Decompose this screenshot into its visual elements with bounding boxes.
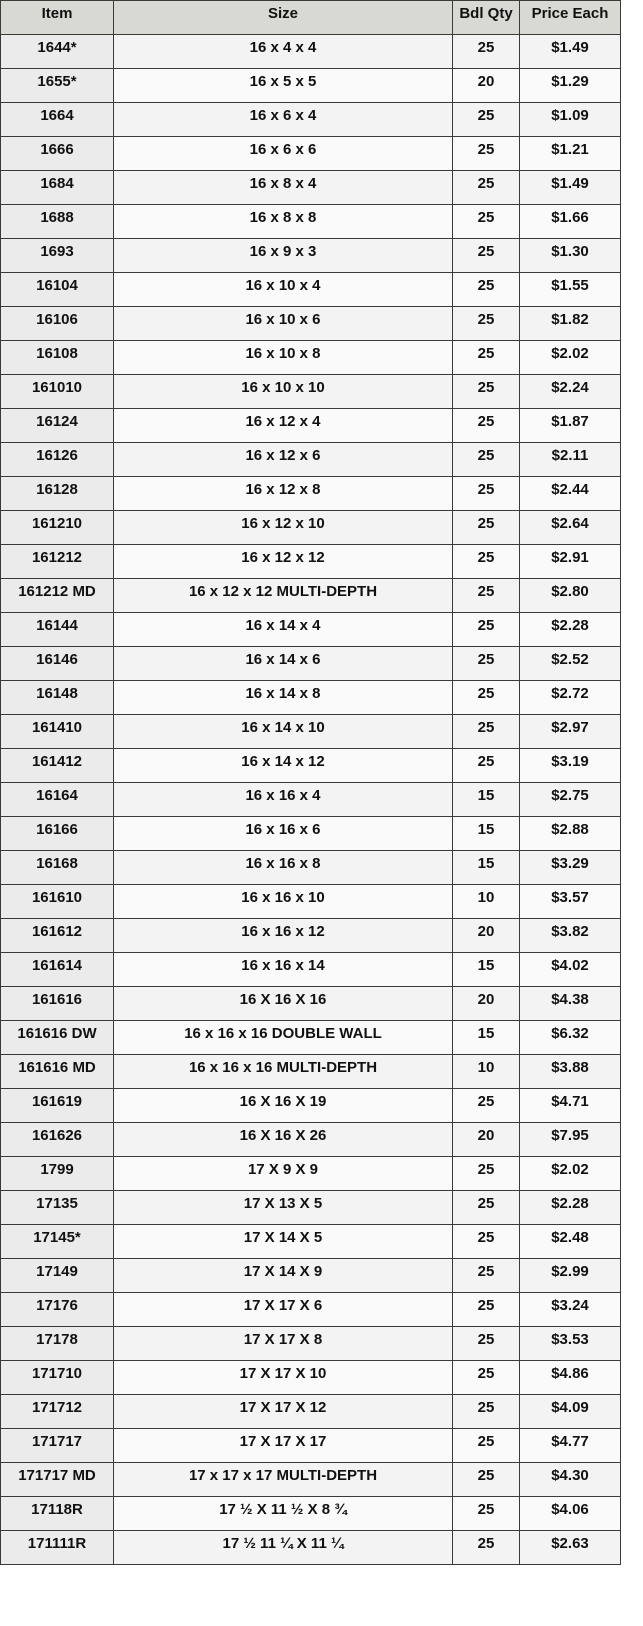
table-row bbox=[1, 443, 621, 477]
item-cell: 171717 bbox=[1, 1429, 114, 1463]
table-row bbox=[1, 1327, 621, 1361]
price-each-cell: $6.32 bbox=[520, 1021, 621, 1055]
price-each-cell: $2.02 bbox=[520, 341, 621, 375]
bdl-qty-cell: 25 bbox=[453, 1463, 520, 1497]
bdl-qty-cell: 20 bbox=[453, 1123, 520, 1157]
bdl-qty-cell: 25 bbox=[453, 715, 520, 749]
table-row bbox=[1, 1225, 621, 1259]
size-cell: 17 x 17 x 17 MULTI-DEPTH bbox=[114, 1463, 453, 1497]
price-each-cell: $4.71 bbox=[520, 1089, 621, 1123]
price-each-cell: $3.53 bbox=[520, 1327, 621, 1361]
price-each-cell: $4.06 bbox=[520, 1497, 621, 1531]
price-each-cell: $2.80 bbox=[520, 579, 621, 613]
bdl-qty-cell: 25 bbox=[453, 171, 520, 205]
price-each-cell: $2.99 bbox=[520, 1259, 621, 1293]
table-row bbox=[1, 341, 621, 375]
bdl-qty-cell: 25 bbox=[453, 239, 520, 273]
table-row bbox=[1, 851, 621, 885]
price-each-cell: $3.88 bbox=[520, 1055, 621, 1089]
size-cell: 16 x 12 x 4 bbox=[114, 409, 453, 443]
size-cell: 16 x 10 x 10 bbox=[114, 375, 453, 409]
table-row bbox=[1, 681, 621, 715]
header-bdl-qty: Bdl Qty bbox=[453, 1, 520, 35]
size-cell: 16 x 14 x 4 bbox=[114, 613, 453, 647]
table-row bbox=[1, 511, 621, 545]
price-each-cell: $1.30 bbox=[520, 239, 621, 273]
bdl-qty-cell: 25 bbox=[453, 341, 520, 375]
bdl-qty-cell: 10 bbox=[453, 1055, 520, 1089]
table-row bbox=[1, 137, 621, 171]
size-cell: 16 x 4 x 4 bbox=[114, 35, 453, 69]
price-each-cell: $2.24 bbox=[520, 375, 621, 409]
item-cell: 171712 bbox=[1, 1395, 114, 1429]
price-each-cell: $1.66 bbox=[520, 205, 621, 239]
size-cell: 16 x 16 x 16 MULTI-DEPTH bbox=[114, 1055, 453, 1089]
item-cell: 16168 bbox=[1, 851, 114, 885]
price-each-cell: $1.09 bbox=[520, 103, 621, 137]
bdl-qty-cell: 25 bbox=[453, 579, 520, 613]
size-cell: 16 X 16 X 19 bbox=[114, 1089, 453, 1123]
item-cell: 1799 bbox=[1, 1157, 114, 1191]
header-price-each: Price Each bbox=[520, 1, 621, 35]
size-cell: 16 x 6 x 4 bbox=[114, 103, 453, 137]
item-cell: 16108 bbox=[1, 341, 114, 375]
table-row bbox=[1, 409, 621, 443]
size-cell: 16 x 12 x 12 bbox=[114, 545, 453, 579]
table-row bbox=[1, 783, 621, 817]
item-cell: 17176 bbox=[1, 1293, 114, 1327]
table-row bbox=[1, 1429, 621, 1463]
bdl-qty-cell: 25 bbox=[453, 1293, 520, 1327]
size-cell: 17 X 9 X 9 bbox=[114, 1157, 453, 1191]
price-each-cell: $2.63 bbox=[520, 1531, 621, 1565]
item-cell: 161616 bbox=[1, 987, 114, 1021]
table-row bbox=[1, 817, 621, 851]
size-cell: 16 x 10 x 4 bbox=[114, 273, 453, 307]
item-cell: 16166 bbox=[1, 817, 114, 851]
item-cell: 161626 bbox=[1, 1123, 114, 1157]
table-row bbox=[1, 885, 621, 919]
item-cell: 161210 bbox=[1, 511, 114, 545]
bdl-qty-cell: 25 bbox=[453, 511, 520, 545]
price-each-cell: $3.82 bbox=[520, 919, 621, 953]
bdl-qty-cell: 25 bbox=[453, 1089, 520, 1123]
bdl-qty-cell: 25 bbox=[453, 477, 520, 511]
table-row bbox=[1, 1123, 621, 1157]
size-cell: 16 x 16 x 8 bbox=[114, 851, 453, 885]
table-row bbox=[1, 1395, 621, 1429]
bdl-qty-cell: 25 bbox=[453, 1157, 520, 1191]
table-row bbox=[1, 1259, 621, 1293]
item-cell: 1666 bbox=[1, 137, 114, 171]
item-cell: 161212 bbox=[1, 545, 114, 579]
price-each-cell: $1.49 bbox=[520, 35, 621, 69]
size-cell: 16 x 12 x 6 bbox=[114, 443, 453, 477]
bdl-qty-cell: 25 bbox=[453, 1259, 520, 1293]
bdl-qty-cell: 20 bbox=[453, 987, 520, 1021]
price-each-cell: $1.55 bbox=[520, 273, 621, 307]
bdl-qty-cell: 25 bbox=[453, 1225, 520, 1259]
price-each-cell: $2.11 bbox=[520, 443, 621, 477]
table-row bbox=[1, 239, 621, 273]
bdl-qty-cell: 25 bbox=[453, 409, 520, 443]
price-each-cell: $2.52 bbox=[520, 647, 621, 681]
bdl-qty-cell: 20 bbox=[453, 919, 520, 953]
bdl-qty-cell: 25 bbox=[453, 647, 520, 681]
size-cell: 16 x 16 x 14 bbox=[114, 953, 453, 987]
size-cell: 16 x 14 x 6 bbox=[114, 647, 453, 681]
table-row bbox=[1, 715, 621, 749]
item-cell: 16128 bbox=[1, 477, 114, 511]
bdl-qty-cell: 25 bbox=[453, 749, 520, 783]
item-cell: 161616 DW bbox=[1, 1021, 114, 1055]
item-cell: 161616 MD bbox=[1, 1055, 114, 1089]
price-each-cell: $2.28 bbox=[520, 1191, 621, 1225]
table-row bbox=[1, 307, 621, 341]
header-item: Item bbox=[1, 1, 114, 35]
item-cell: 17118R bbox=[1, 1497, 114, 1531]
item-cell: 1684 bbox=[1, 171, 114, 205]
size-cell: 17 X 17 X 10 bbox=[114, 1361, 453, 1395]
item-cell: 17145* bbox=[1, 1225, 114, 1259]
price-each-cell: $4.38 bbox=[520, 987, 621, 1021]
bdl-qty-cell: 25 bbox=[453, 375, 520, 409]
table-row bbox=[1, 749, 621, 783]
table-row bbox=[1, 205, 621, 239]
item-cell: 161610 bbox=[1, 885, 114, 919]
bdl-qty-cell: 25 bbox=[453, 1395, 520, 1429]
price-each-cell: $2.75 bbox=[520, 783, 621, 817]
size-cell: 16 x 12 x 10 bbox=[114, 511, 453, 545]
size-cell: 16 X 16 X 16 bbox=[114, 987, 453, 1021]
table-row bbox=[1, 1021, 621, 1055]
table-row bbox=[1, 1089, 621, 1123]
size-cell: 16 x 16 x 4 bbox=[114, 783, 453, 817]
size-cell: 16 x 10 x 8 bbox=[114, 341, 453, 375]
price-each-cell: $1.49 bbox=[520, 171, 621, 205]
table-row bbox=[1, 987, 621, 1021]
bdl-qty-cell: 20 bbox=[453, 69, 520, 103]
price-each-cell: $2.28 bbox=[520, 613, 621, 647]
price-each-cell: $1.82 bbox=[520, 307, 621, 341]
bdl-qty-cell: 25 bbox=[453, 1429, 520, 1463]
table-header bbox=[1, 1, 621, 35]
item-cell: 17149 bbox=[1, 1259, 114, 1293]
price-each-cell: $4.86 bbox=[520, 1361, 621, 1395]
price-each-cell: $1.87 bbox=[520, 409, 621, 443]
item-cell: 17135 bbox=[1, 1191, 114, 1225]
size-cell: 17 X 17 X 17 bbox=[114, 1429, 453, 1463]
size-cell: 16 x 12 x 12 MULTI-DEPTH bbox=[114, 579, 453, 613]
price-each-cell: $3.24 bbox=[520, 1293, 621, 1327]
item-cell: 161614 bbox=[1, 953, 114, 987]
size-cell: 16 X 16 X 26 bbox=[114, 1123, 453, 1157]
table-row bbox=[1, 1191, 621, 1225]
item-cell: 16144 bbox=[1, 613, 114, 647]
item-cell: 16124 bbox=[1, 409, 114, 443]
bdl-qty-cell: 25 bbox=[453, 1497, 520, 1531]
bdl-qty-cell: 25 bbox=[453, 545, 520, 579]
item-cell: 16126 bbox=[1, 443, 114, 477]
item-cell: 1693 bbox=[1, 239, 114, 273]
bdl-qty-cell: 10 bbox=[453, 885, 520, 919]
price-each-cell: $3.57 bbox=[520, 885, 621, 919]
size-cell: 17 ½ X 11 ½ X 8 ¾ bbox=[114, 1497, 453, 1531]
bdl-qty-cell: 25 bbox=[453, 103, 520, 137]
item-cell: 161612 bbox=[1, 919, 114, 953]
bdl-qty-cell: 15 bbox=[453, 817, 520, 851]
size-cell: 16 x 10 x 6 bbox=[114, 307, 453, 341]
bdl-qty-cell: 15 bbox=[453, 953, 520, 987]
item-cell: 161412 bbox=[1, 749, 114, 783]
size-cell: 16 x 16 x 16 DOUBLE WALL bbox=[114, 1021, 453, 1055]
item-cell: 161212 MD bbox=[1, 579, 114, 613]
item-cell: 171111R bbox=[1, 1531, 114, 1565]
price-each-cell: $2.02 bbox=[520, 1157, 621, 1191]
table-row bbox=[1, 477, 621, 511]
size-cell: 17 X 17 X 6 bbox=[114, 1293, 453, 1327]
item-cell: 1644* bbox=[1, 35, 114, 69]
size-cell: 16 x 8 x 8 bbox=[114, 205, 453, 239]
price-each-cell: $3.19 bbox=[520, 749, 621, 783]
item-cell: 171717 MD bbox=[1, 1463, 114, 1497]
item-cell: 171710 bbox=[1, 1361, 114, 1395]
bdl-qty-cell: 25 bbox=[453, 681, 520, 715]
size-cell: 16 x 12 x 8 bbox=[114, 477, 453, 511]
item-cell: 16104 bbox=[1, 273, 114, 307]
item-cell: 16148 bbox=[1, 681, 114, 715]
price-each-cell: $2.44 bbox=[520, 477, 621, 511]
price-each-cell: $2.64 bbox=[520, 511, 621, 545]
price-each-cell: $1.21 bbox=[520, 137, 621, 171]
table-row bbox=[1, 953, 621, 987]
bdl-qty-cell: 25 bbox=[453, 443, 520, 477]
table-row bbox=[1, 613, 621, 647]
item-cell: 16164 bbox=[1, 783, 114, 817]
table-row bbox=[1, 545, 621, 579]
price-each-cell: $4.30 bbox=[520, 1463, 621, 1497]
item-cell: 161410 bbox=[1, 715, 114, 749]
price-each-cell: $2.97 bbox=[520, 715, 621, 749]
size-cell: 16 x 16 x 6 bbox=[114, 817, 453, 851]
size-cell: 17 X 17 X 12 bbox=[114, 1395, 453, 1429]
table-row bbox=[1, 579, 621, 613]
price-each-cell: $1.29 bbox=[520, 69, 621, 103]
table-row bbox=[1, 1293, 621, 1327]
price-each-cell: $2.91 bbox=[520, 545, 621, 579]
size-cell: 16 x 6 x 6 bbox=[114, 137, 453, 171]
size-cell: 16 x 8 x 4 bbox=[114, 171, 453, 205]
price-each-cell: $2.72 bbox=[520, 681, 621, 715]
table-row bbox=[1, 1157, 621, 1191]
table-row bbox=[1, 647, 621, 681]
item-cell: 161010 bbox=[1, 375, 114, 409]
table-row bbox=[1, 273, 621, 307]
table-body bbox=[1, 35, 621, 1565]
bdl-qty-cell: 15 bbox=[453, 783, 520, 817]
table-row bbox=[1, 919, 621, 953]
bdl-qty-cell: 25 bbox=[453, 307, 520, 341]
price-each-cell: $7.95 bbox=[520, 1123, 621, 1157]
table-row bbox=[1, 375, 621, 409]
size-cell: 16 x 14 x 10 bbox=[114, 715, 453, 749]
bdl-qty-cell: 25 bbox=[453, 613, 520, 647]
size-cell: 16 x 5 x 5 bbox=[114, 69, 453, 103]
bdl-qty-cell: 25 bbox=[453, 1361, 520, 1395]
bdl-qty-cell: 25 bbox=[453, 137, 520, 171]
size-cell: 17 X 14 X 5 bbox=[114, 1225, 453, 1259]
item-cell: 16106 bbox=[1, 307, 114, 341]
item-cell: 161619 bbox=[1, 1089, 114, 1123]
item-cell: 17178 bbox=[1, 1327, 114, 1361]
size-cell: 17 X 17 X 8 bbox=[114, 1327, 453, 1361]
table-row bbox=[1, 1463, 621, 1497]
price-each-cell: $3.29 bbox=[520, 851, 621, 885]
header-size: Size bbox=[114, 1, 453, 35]
bdl-qty-cell: 25 bbox=[453, 35, 520, 69]
bdl-qty-cell: 25 bbox=[453, 273, 520, 307]
size-cell: 16 x 14 x 8 bbox=[114, 681, 453, 715]
header-row bbox=[1, 1, 621, 35]
size-cell: 16 x 16 x 10 bbox=[114, 885, 453, 919]
bdl-qty-cell: 15 bbox=[453, 851, 520, 885]
price-each-cell: $2.88 bbox=[520, 817, 621, 851]
table-row bbox=[1, 1055, 621, 1089]
item-cell: 16146 bbox=[1, 647, 114, 681]
size-cell: 16 x 16 x 12 bbox=[114, 919, 453, 953]
size-cell: 16 x 14 x 12 bbox=[114, 749, 453, 783]
price-each-cell: $2.48 bbox=[520, 1225, 621, 1259]
price-each-cell: $4.77 bbox=[520, 1429, 621, 1463]
bdl-qty-cell: 15 bbox=[453, 1021, 520, 1055]
item-cell: 1655* bbox=[1, 69, 114, 103]
bdl-qty-cell: 25 bbox=[453, 1327, 520, 1361]
item-cell: 1664 bbox=[1, 103, 114, 137]
table-row bbox=[1, 103, 621, 137]
bdl-qty-cell: 25 bbox=[453, 1531, 520, 1565]
price-each-cell: $4.02 bbox=[520, 953, 621, 987]
size-cell: 17 X 13 X 5 bbox=[114, 1191, 453, 1225]
price-each-cell: $4.09 bbox=[520, 1395, 621, 1429]
size-cell: 16 x 9 x 3 bbox=[114, 239, 453, 273]
table-row bbox=[1, 1531, 621, 1565]
table-row bbox=[1, 69, 621, 103]
table-row bbox=[1, 171, 621, 205]
size-cell: 17 X 14 X 9 bbox=[114, 1259, 453, 1293]
item-cell: 1688 bbox=[1, 205, 114, 239]
size-cell: 17 ½ 11 ¼ X 11 ¼ bbox=[114, 1531, 453, 1565]
table-row bbox=[1, 1361, 621, 1395]
bdl-qty-cell: 25 bbox=[453, 205, 520, 239]
bdl-qty-cell: 25 bbox=[453, 1191, 520, 1225]
table-row bbox=[1, 1497, 621, 1531]
table-row bbox=[1, 35, 621, 69]
